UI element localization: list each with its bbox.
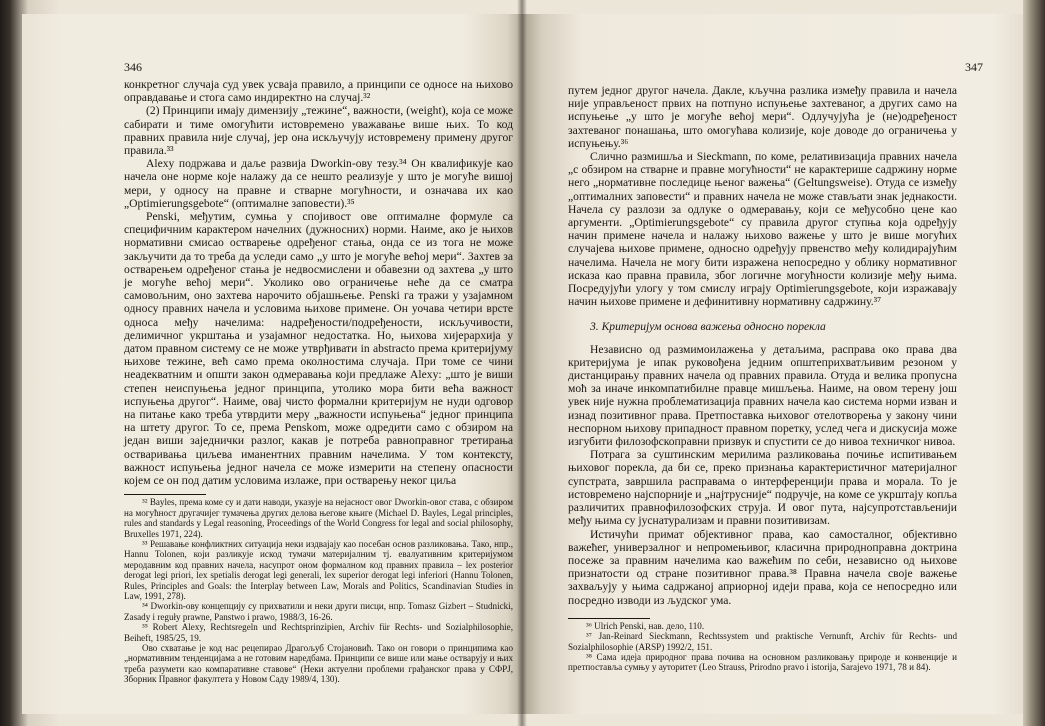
paragraph: путем једног другог начела. Дакле, кључна разлика између правила и начела није управљеност првих на потпуно испуњење захтеваног, а других само на испуњење „у што је могуће већој мери“. Одлучујућа је (не)одређеност захтеваног понашања, што омогућава колизије, које доводе до ограничења у испуњењу.³⁶ (568, 84, 957, 150)
footnote: ³⁷ Jan-Reinard Sieckmann, Rechtssystem und praktische Vernunft, Archiv für Rechts- und Sozialphilosophie (ARSP) 1992/2, 151. (568, 631, 957, 652)
footnote: ³⁴ Dworkin-ову концепцију су прихватили и неки други писци, нпр. Tomasz Gizbert – Studnicki, Zasady i reguły prawne, Panstwo i prawo, 1988/3, 16-26. (124, 601, 513, 622)
paragraph: Потрага за суштинским мерилима разликовања почиње испитивањем њиховог порекла, да би се, преко признања карактеристичног материјалног супстрата, завршила расправама о интерференцији права и морала. То је истовремено најспорније и „најтрусније“ подручје, на коме се укрштају копља различитих правнофилозофских струја. И овог пута, најсупротстављенији међу њима су јуснатурализам и правни позитивизам. (568, 448, 957, 528)
footnote-divider (568, 618, 650, 619)
left-page (22, 14, 522, 714)
footnotes-left (124, 497, 513, 684)
page-edges (1023, 0, 1045, 726)
paragraph: Слично размишља и Sieckmann, по коме, релативизација правних начела „с обзиром на стварне и правне могућности“ не карактерише садржину норме него „нормативне последице њеног важења“ (Geltungsweise). Отуда се између „оптималних заповести“ и правних начела не може стављати знак једнакости. Начела су разлози за одлуке о одмеравању, који се међусобно цене као аргументи. „Optimierungsgebote“ су правила другог ступња која одређују начин примене начела и налажу њихово важење у што је више могућих случајева њихове примене, односно одређују првенство међу колидирајућим начелима. Начела не могу бити изражена непосредно у облику нормативног исказа као правна правила, због логичне могућности колизије међу њима. Посредујући улогу у том смислу играју Optimierungsgebote, који изражавају начин њихове примене и дефинитивну нормативну садржину.³⁷ (568, 150, 957, 309)
paragraph: Истичући примат објективног права, као самосталног, објективно важећег, универзалног и непромењивог, класична природноправна доктрина посеже за правним начелима као важећим по себи, независно од њихове признатости од стране позитивног права.³⁸ Правна начела своје важење захваљују у њима садржаној априорној идеји права, која се непосредно или посредно изводи из људског ума. (568, 527, 957, 607)
footnote: ³⁵ Robert Alexy, Rechtsregeln und Rechtsprinzipien, Archiv für Rechts- und Sozialphilosophie, Beiheft, 1985/25, 19. (124, 622, 513, 643)
paragraph: Penski, међутим, сумња у споjивост ове оптималне формуле са специфичним карактером начелних (дужносних) норми. Наиме, ако је њихов нормативни смисао остварење одређеног стања, онда се из тога не може закључити да то треба да уследи само „у што је могуће већој мери“. Захтев за остварењем одређеног стања је недвосмислени и обавезни од захтева „у што је могуће већој мери“. Уколико ово ограничење неће да се сматра самовољним, оно захтева нарочито објашњење. Penski га тражи у узајамном односу правних начела и условима њихове примене. Он уочава четири врсте односа међу начелима: надређености/подређености, искључивости, делимичног укрштања и узајамног недостатка. Но, њихова хијерархија у датом правном систему се не може утврђивати in abstracto према критеријуму њихове тежине, већ само према околностима случаја. При томе се чини неадекватним и општи закон одмеравања који предлаже Alexy: „што је виши степен неиспуњења једног принципа, утолико мора бити већа важност испуњења другог“. Наиме, овај чисто формални критеријум не нуди одговор на питање како треба утврдити меру „важности испуњења“ једног принципа на штету другог. То се, према Penskom, може одредити само с обзиром на један виши заједнички разлог, какав је потреба равноправног третирања остваривања циљева иманентних правним начелима. У том контексту, важност испуњења једног начела се може измерити на степену опасности којем се он под датим условима излаже, при остварењу неког циља (124, 210, 513, 488)
section-heading: 3. Критеријум основа важења односно порекла (590, 320, 826, 334)
footnote-divider (124, 494, 206, 495)
page-number-right: 347 (965, 60, 983, 74)
footnote: ³⁶ Ulrich Penski, нав. дело, 110. (586, 620, 705, 631)
right-page-body (568, 84, 957, 673)
footnote: ³² Bayles, према коме су и дати наводи, указује на нејасност овог Dworkin-овог става, с обзиром на могућност другачијег тумачења других делова његове књиге (Michael D. Bayles, Legal principles, rules and standards у Legal reasoning, Proceedings of the World Congress for legal and social philosophy, Bruxelles 1971, 224). (124, 497, 513, 539)
footnote: ³³ Решавање конфликтних ситуација неки издвајају као посебан основ разликовања. Тако, нпр., Hannu Tolonen, који разликује искод тумачи материјалним тј. евалуативним критеријумом меродавним код правних начела, насупрот оном формалном код правних правила – lex posterior derogat legi priori, lex spetialis derogat legi generali, lex superior derogat legi inferiori (Hannu Tolonen, Rules, Principles and Goals: the Interplay between Law, Morals and Politics, Scandinavian Studies in Law, 1991, 278). (124, 538, 513, 601)
footnotes-right (568, 621, 957, 673)
paragraph: конкретног случаја суд увек усваја правило, а принципи се односе на њихово оправдавање и стога само индиректно на случај.³² (124, 78, 513, 105)
left-page-body (124, 78, 513, 685)
footnote: ³⁸ Сама идеја природног права почива на основном разликовању природе и конвенције и претпоставља сумњу у ауторитет (Leo Strauss, Prirodno pravo i istorija, Sarajevo 1971, 78 и 84). (568, 651, 957, 673)
page-number-left: 346 (124, 60, 142, 74)
book-spine-shadow (517, 0, 527, 726)
paragraph: Alexy подржава и даље развија Dworkin-ову тезу.³⁴ Он квалификује као начела оне норме које налажу да се нешто реализује у што је могуће вишој мери, у односу на правне и стварне могућности, и означава их као „Optimierungsgebote“ (оптималне заповести).³⁵ (124, 157, 513, 210)
paragraph: (2) Принципи имају димензију „тежине“, важности, (weight), која се може сабирати и тиме омогућити истовремено уважавање више њих. То код правних правила није случај, јер она искључују истовремену примену другог правила.³³ (124, 104, 513, 158)
paragraph: Независно од размимоилажења у детаљима, расправа око права два критеријума је ипак руковођена једним општеприхватљивим резоном у дистанцирању правних начела од правних правила. Отуда и велика пропусна моћ за иначе инкомпатибилне правце мишљења. Наиме, на овом терену још увек није нужна проблематизација правних начела као система норми изван и изнад позитивног права. Претпоставка њиховог отелотворења у закону чини неспорном њихову припадност правном поретку, услед чега и дискусија може изгубити филозофскоправни призвук и спустити се до нивоа техничког нивоа. (568, 342, 957, 449)
right-page (522, 14, 1023, 714)
footnote: Ово схватање је код нас рецепирао Драгољуб Стојановић. Тако он говори о принципима као „нормативним тенденцијама а не готовим наредбама. Принципи се више или мање остварују и њих треба разумети као компаративне ставове“ (Неки актуелни проблеми грађанског права у СФРЈ, Зборник Правног факултета у Новом Саду 1989/4, 130). (124, 642, 513, 685)
